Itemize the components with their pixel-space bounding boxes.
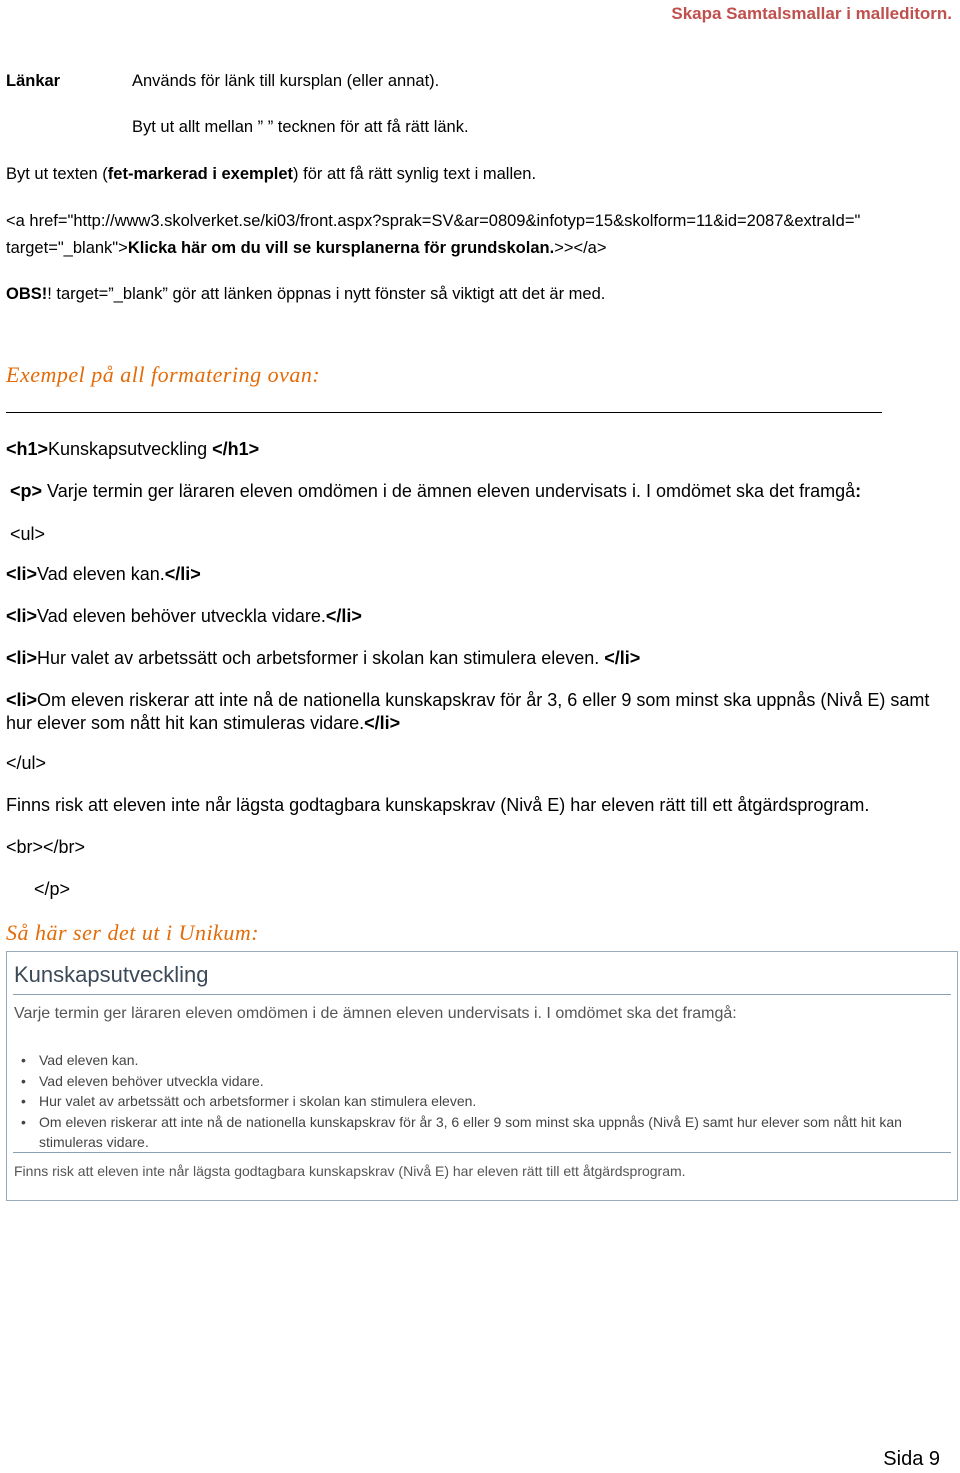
preview-list-item: • Hur valet av arbetssätt och arbetsformer i skolan kan stimulera eleven. — [19, 1091, 959, 1112]
page-header-title: Skapa Samtalsmallar i malleditorn. — [671, 4, 952, 23]
divider-rule — [6, 412, 882, 413]
h1-close-tag: </h1> — [212, 439, 260, 459]
unikum-heading: Så här ser det ut i Unikum: — [6, 920, 260, 945]
lankar-label: Länkar — [6, 72, 61, 90]
lankar-desc-1: Används för länk till kursplan (eller annat). — [132, 72, 440, 90]
preview-list — [19, 1050, 959, 1153]
lankar-desc-2: Byt ut allt mellan ” ” tecknen för att få rätt länk. — [132, 118, 469, 136]
example-li-4 — [6, 689, 954, 735]
li1-open-tag: <li> — [6, 564, 38, 584]
li1-close-tag: </li> — [164, 564, 201, 584]
h1-text: Kunskapsutveckling — [48, 439, 213, 459]
li3-text: Hur valet av arbetssätt och arbetsformer i skolan kan stimulera eleven. — [37, 648, 605, 668]
page-number: Sida 9 — [883, 1448, 940, 1470]
unikum-preview — [6, 951, 958, 1201]
preview-paragraph: Varje termin ger läraren eleven omdömen i de ämnen eleven undervisats i. I omdömet ska det framgå: — [14, 1005, 737, 1022]
li2-text: Vad eleven behöver utveckla vidare. — [37, 606, 326, 626]
preview-title-underline — [13, 994, 951, 995]
example-heading: Exempel på all formatering ovan: — [6, 362, 321, 387]
li3-open-tag: <li> — [6, 648, 38, 668]
example-br: <br></br> — [6, 837, 86, 857]
code-line2-bold: Klicka här om du vill se kursplanerna för grundskolan. — [127, 239, 555, 257]
example-li-3 — [6, 648, 640, 669]
instr-pre: Byt ut texten ( — [6, 165, 108, 183]
example-finns-text: Finns risk att eleven inte når lägsta godtagbara kunskapskrav (Nivå E) har eleven rätt till ett åtgärdsprogram. — [6, 795, 870, 815]
preview-list-item: • Om eleven riskerar att inte nå de nationella kunskapskrav för år 3, 6 eller 9 som minst ska uppnås (Nivå E) samt hur elever som nått hit kan stimuleras vidare. — [19, 1112, 959, 1153]
example-li-1 — [6, 564, 201, 585]
instr-bold: fet-markerad i exemplet — [107, 165, 294, 183]
example-p-close: </p> — [34, 879, 71, 899]
li4-open-tag: <li> — [6, 690, 38, 710]
example-ul-open: <ul> — [10, 524, 46, 544]
preview-footer-divider — [13, 1152, 951, 1153]
p-colon: : — [855, 481, 862, 501]
p-open-tag: <p> — [10, 481, 43, 501]
lankar-instruction — [6, 165, 536, 184]
preview-footer: Finns risk att eleven inte når lägsta godtagbara kunskapskrav (Nivå E) har eleven rätt till ett åtgärdsprogram. — [14, 1163, 686, 1179]
example-ul-close: </ul> — [6, 753, 47, 773]
example-h1-line — [6, 439, 259, 460]
obs-text: ! target=”_blank” gör att länken öppnas i nytt fönster så viktigt att det är med. — [47, 285, 606, 303]
h1-open-tag: <h1> — [6, 439, 49, 459]
li4-text: Om eleven riskerar att inte nå de nationella kunskapskrav för år 3, 6 eller 9 som minst ska uppnås (Nivå E) samt hur elever som nått hit kan stimuleras vidare. — [6, 690, 930, 733]
preview-list-item: • Vad eleven kan. — [19, 1050, 959, 1071]
example-li-2 — [6, 606, 362, 627]
preview-list-item: • Vad eleven behöver utveckla vidare. — [19, 1071, 959, 1092]
example-p-line — [10, 481, 861, 502]
obs-bold: OBS! — [6, 285, 48, 303]
instr-post: ) för att få rätt synlig text i mallen. — [293, 165, 537, 183]
link-code-line-1: <a href="http://www3.skolverket.se/ki03/front.aspx?sprak=SV&ar=0809&infotyp=15&skolform=11&id=2087&extraId=" — [6, 212, 861, 230]
li1-text: Vad eleven kan. — [37, 564, 165, 584]
code-line2-post: >></a> — [554, 239, 607, 257]
obs-note — [6, 285, 605, 304]
li4-close-tag: </li> — [364, 713, 401, 733]
li3-close-tag: </li> — [604, 648, 641, 668]
code-line2-pre: target="_blank"> — [6, 239, 128, 257]
li2-open-tag: <li> — [6, 606, 38, 626]
preview-title: Kunskapsutveckling — [14, 962, 209, 987]
link-code-line-2 — [6, 239, 607, 258]
li2-close-tag: </li> — [325, 606, 362, 626]
p-text: Varje termin ger läraren eleven omdömen i de ämnen eleven undervisats i. I omdömet ska det framgå — [42, 481, 856, 501]
